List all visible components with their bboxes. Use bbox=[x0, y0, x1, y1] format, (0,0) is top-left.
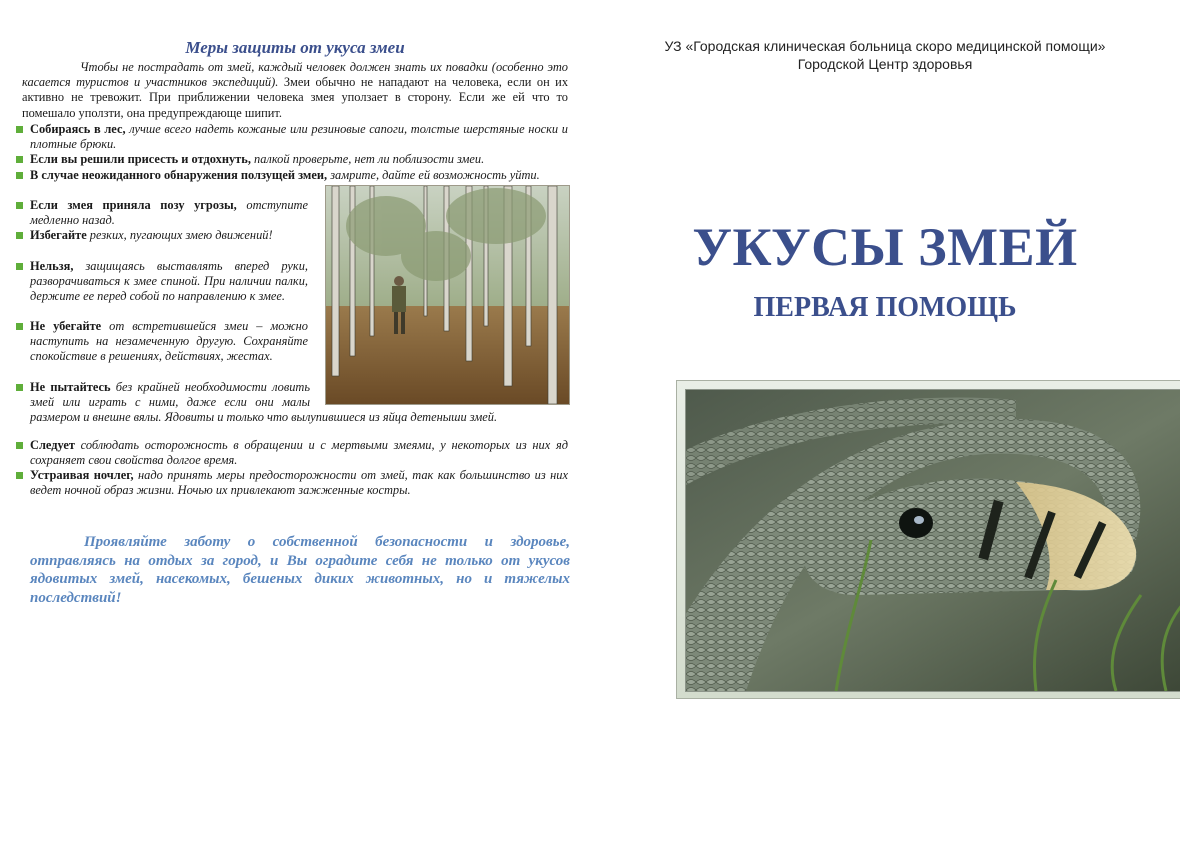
bullet-icon bbox=[16, 232, 23, 239]
intro-italic-text: Чтобы не пострадать от змей, каждый человек должен знать их повадки (особенно это касается туристов и участников экспедиций). bbox=[22, 60, 568, 90]
item-lead: Нельзя, bbox=[30, 259, 74, 273]
list-item bbox=[30, 259, 308, 305]
item-lead: Если змея приняла позу угрозы, bbox=[30, 198, 237, 212]
forest-photo bbox=[325, 185, 570, 405]
organization-center: Городской Центр здоровья bbox=[797, 56, 973, 72]
item-lead: Если вы решили присесть и отдохнуть, bbox=[30, 152, 251, 166]
item-text: замрите, дайте ей возможность уйти. bbox=[327, 168, 540, 182]
list-item bbox=[30, 228, 308, 243]
brochure-subtitle: ПЕРВАЯ ПОМОЩЬ bbox=[753, 292, 1017, 323]
bullet-icon bbox=[16, 442, 23, 449]
brochure-title: УКУСЫ ЗМЕЙ bbox=[692, 217, 1078, 277]
item-text: защищаясь выставлять вперед руки, разворачиваться к змее спиной. При наличии палки, держите ее перед собой по направлению к змее. bbox=[30, 259, 308, 304]
snake-illustration bbox=[686, 390, 1180, 691]
bullet-icon bbox=[16, 263, 23, 270]
right-page bbox=[590, 0, 1180, 863]
list-item bbox=[30, 198, 308, 228]
item-lead: Устраивая ночлег, bbox=[30, 468, 134, 482]
bullet-icon bbox=[16, 156, 23, 163]
organization-header bbox=[590, 37, 1180, 73]
organization-name: УЗ «Городская клиническая больница скоро медицинской помощи» bbox=[664, 38, 1106, 54]
bullet-icon bbox=[16, 472, 23, 479]
bullet-icon bbox=[16, 202, 23, 209]
intro-plain-text: Змеи обычно не нападают на человека, если он их активно не тревожит. При приближении человека змея уползает в сторону. Если же ей что то помешало уползти, она предупреждающе шипит. bbox=[22, 75, 569, 120]
bullet-icon bbox=[16, 323, 23, 330]
snake-photo-frame bbox=[676, 380, 1180, 699]
list-item bbox=[30, 319, 308, 365]
left-page-title: Меры защиты от укуса змеи bbox=[185, 38, 405, 57]
item-text: от встретившейся змеи – можно наступить на незамеченную другую. Сохраняйте спокойствие в решениях, действиях, жестах. bbox=[30, 319, 308, 364]
bullet-icon bbox=[16, 384, 23, 391]
item-lead: В случае неожиданного обнаружения ползущей змеи, bbox=[30, 168, 328, 182]
item-text: палкой проверьте, нет ли поблизости змеи. bbox=[250, 152, 485, 166]
item-text: отступите медленно назад. bbox=[30, 198, 309, 228]
list-item bbox=[30, 468, 568, 498]
item-text: лучше всего надеть кожаные или резиновые сапоги, толстые шерстяные носки и плотные брюки. bbox=[30, 122, 568, 152]
item-lead: Следует bbox=[30, 438, 75, 452]
item-text: надо принять меры предосторожности от змей, так как большинство из них ведет ночной образ жизни. Ночью их привлекают зажженные костры. bbox=[30, 468, 569, 498]
intro-paragraph bbox=[22, 60, 568, 121]
item-text: без крайней необходимости ловить змей или играть с ними, даже если они малы размером и внешне вялы. Ядовиты и только что вылупившиеся из яйца детеныши змей. bbox=[30, 380, 498, 425]
list-item bbox=[30, 168, 568, 183]
item-lead: Собираясь в лес, bbox=[30, 122, 126, 136]
item-lead: Избегайте bbox=[30, 228, 87, 242]
item-lead: Не убегайте bbox=[30, 319, 102, 333]
forest-illustration bbox=[326, 186, 569, 404]
item-text: соблюдать осторожность в обращении и с мертвыми змеями, у некоторых из них яд сохраняет свои свойства долгое время. bbox=[30, 438, 568, 468]
item-text: резких, пугающих змею движений! bbox=[86, 228, 273, 242]
bullet-icon bbox=[16, 172, 23, 179]
snake-photo bbox=[685, 389, 1180, 692]
list-item bbox=[30, 152, 568, 167]
list-item bbox=[30, 122, 568, 152]
item-lead: Не пытайтесь bbox=[30, 380, 111, 394]
bullet-icon bbox=[16, 126, 23, 133]
closing-appeal: Проявляйте заботу о собственной безопасности и здоровье, отправляясь на отдых за город, и Вы оградите себя не только от укусов ядовитых змей, насекомых, бешеных диких животных, но и тяжелых последствий! bbox=[30, 534, 570, 606]
list-item bbox=[30, 438, 568, 468]
